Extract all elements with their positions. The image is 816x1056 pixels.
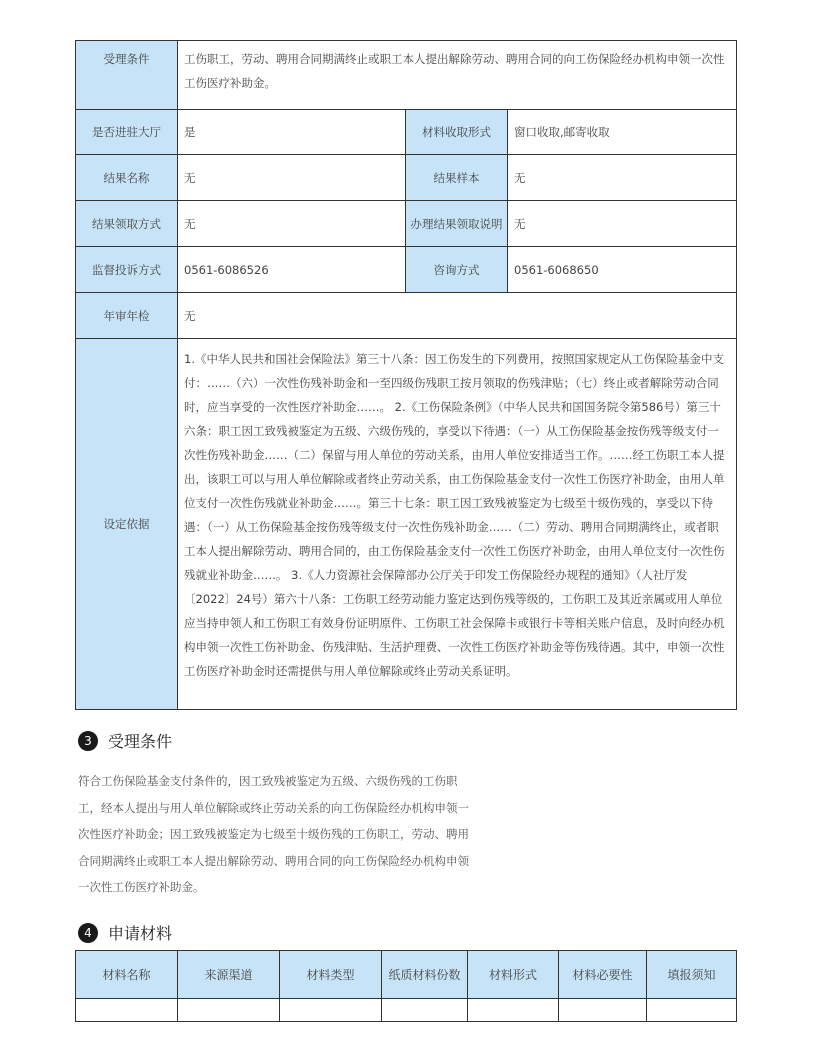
annual-label: 年审年检 (76, 293, 178, 339)
result-name-label: 结果名称 (76, 155, 178, 201)
annual-value: 无 (178, 293, 737, 339)
supervise-value: 0561-6086526 (178, 247, 406, 293)
row-result-receive (76, 201, 737, 247)
table-cell (76, 999, 178, 1022)
table-cell (647, 999, 737, 1022)
material-form-value: 窗口收取,邮寄收取 (508, 110, 737, 155)
result-sample-value: 无 (508, 155, 737, 201)
column-header: 填报须知 (647, 951, 737, 999)
result-name-value: 无 (178, 155, 406, 201)
result-sample-label: 结果样本 (406, 155, 508, 201)
section-title: 申请材料 (108, 924, 173, 943)
row-result-name (76, 155, 737, 201)
table-row (76, 999, 737, 1022)
column-header: 来源渠道 (178, 951, 280, 999)
table-cell (468, 999, 559, 1022)
column-header: 材料类型 (280, 951, 382, 999)
row-annual (76, 293, 737, 339)
materials-table (75, 950, 737, 1022)
row-basis (76, 339, 737, 710)
row-supervise (76, 247, 737, 293)
table-cell (382, 999, 468, 1022)
table-cell (559, 999, 647, 1022)
hall-value: 是 (178, 110, 406, 155)
material-form-label: 材料收取形式 (406, 110, 508, 155)
section-number-badge: 3 (78, 731, 98, 751)
hall-label: 是否进驻大厅 (76, 110, 178, 155)
accept-label: 受理条件 (76, 41, 178, 110)
section-number-badge: 4 (78, 923, 98, 943)
section-4-heading (78, 921, 172, 944)
column-header: 材料名称 (76, 951, 178, 999)
materials-header-row (76, 951, 737, 999)
consult-value: 0561-6068650 (508, 247, 737, 293)
table-cell (280, 999, 382, 1022)
section-title: 受理条件 (108, 732, 173, 751)
table-cell (178, 999, 280, 1022)
row-hall (76, 110, 737, 155)
column-header: 材料必要性 (559, 951, 647, 999)
column-header: 材料形式 (468, 951, 559, 999)
result-receive-label: 结果领取方式 (76, 201, 178, 247)
result-receive-value: 无 (178, 201, 406, 247)
column-header: 纸质材料份数 (382, 951, 468, 999)
supervise-label: 监督投诉方式 (76, 247, 178, 293)
row-accept (76, 41, 737, 110)
basis-value: 1.《中华人民共和国社会保险法》第三十八条：因工伤发生的下列费用，按照国家规定从工伤保险基金中支付：……（六）一次性伤残补助金和一至四级伤残职工按月领取的伤残津贴；（七）终止或者解除劳动合同时，应当享受的一次性医疗补助金……。 2.《工伤保险条例》（中华人民共和国国务院令第586号）第三十六条：职工因工致残被鉴定为五级、六级伤残的，享受以下待遇：（一）从工伤保险基金按伤残等级支付一次性伤残补助金……（二）保留与用人单位的劳动关系，由用人单位安排适当工作。……经工伤职工本人提出，该职工可以与用人单位解除或者终止劳动关系，由工伤保险基金支付一次性工伤医疗补助金，由用人单位支付一次性伤残就业补助金……。第三十七条：职工因工致残被鉴定为七级至十级伤残的，享受以下待遇：（一）从工伤保险基金按伤残等级支付一次性伤残补助金……（二）劳动、聘用合同期满终止，或者职工本人提出解除劳动、聘用合同的，由工伤保险基金支付一次性工伤医疗补助金，由用人单位支付一次性伤残就业补助金……。 3.《人力资源社会保障部办公厅关于印发工伤保险经办规程的通知》（人社厅发〔2022〕24号）第六十八条：工伤职工经劳动能力鉴定达到伤残等级的，工伤职工及其近亲属或用人单位应当持申领人和工伤职工有效身份证明原件、工伤职工社会保障卡或银行卡等相关账户信息，及时向经办机构申领一次性工伤补助金、伤残津贴、生活护理费、一次性工伤医疗补助金等伤残待遇。其中，申领一次性工伤医疗补助金时还需提供与用人单位解除或终止劳动关系证明。 (178, 339, 737, 710)
result-note-label: 办理结果领取说明 (406, 201, 508, 247)
consult-label: 咨询方式 (406, 247, 508, 293)
section-3-heading (78, 729, 172, 752)
info-table (75, 40, 737, 710)
result-note-value: 无 (508, 201, 737, 247)
basis-label: 设定依据 (76, 339, 178, 710)
accept-conditions-paragraph: 符合工伤保险基金支付条件的，因工致残被鉴定为五级、六级伤残的工伤职工，经本人提出与用人单位解除或终止劳动关系的向工伤保险经办机构申领一次性医疗补助金；因工致残被鉴定为七级至十级伤残的工伤职工，劳动、聘用合同期满终止或职工本人提出解除劳动、聘用合同的向工伤保险经办机构申领一次性工伤医疗补助金。 (78, 774, 469, 894)
accept-value: 工伤职工，劳动、聘用合同期满终止或职工本人提出解除劳动、聘用合同的向工伤保险经办机构申领一次性工伤医疗补助金。 (178, 41, 737, 110)
